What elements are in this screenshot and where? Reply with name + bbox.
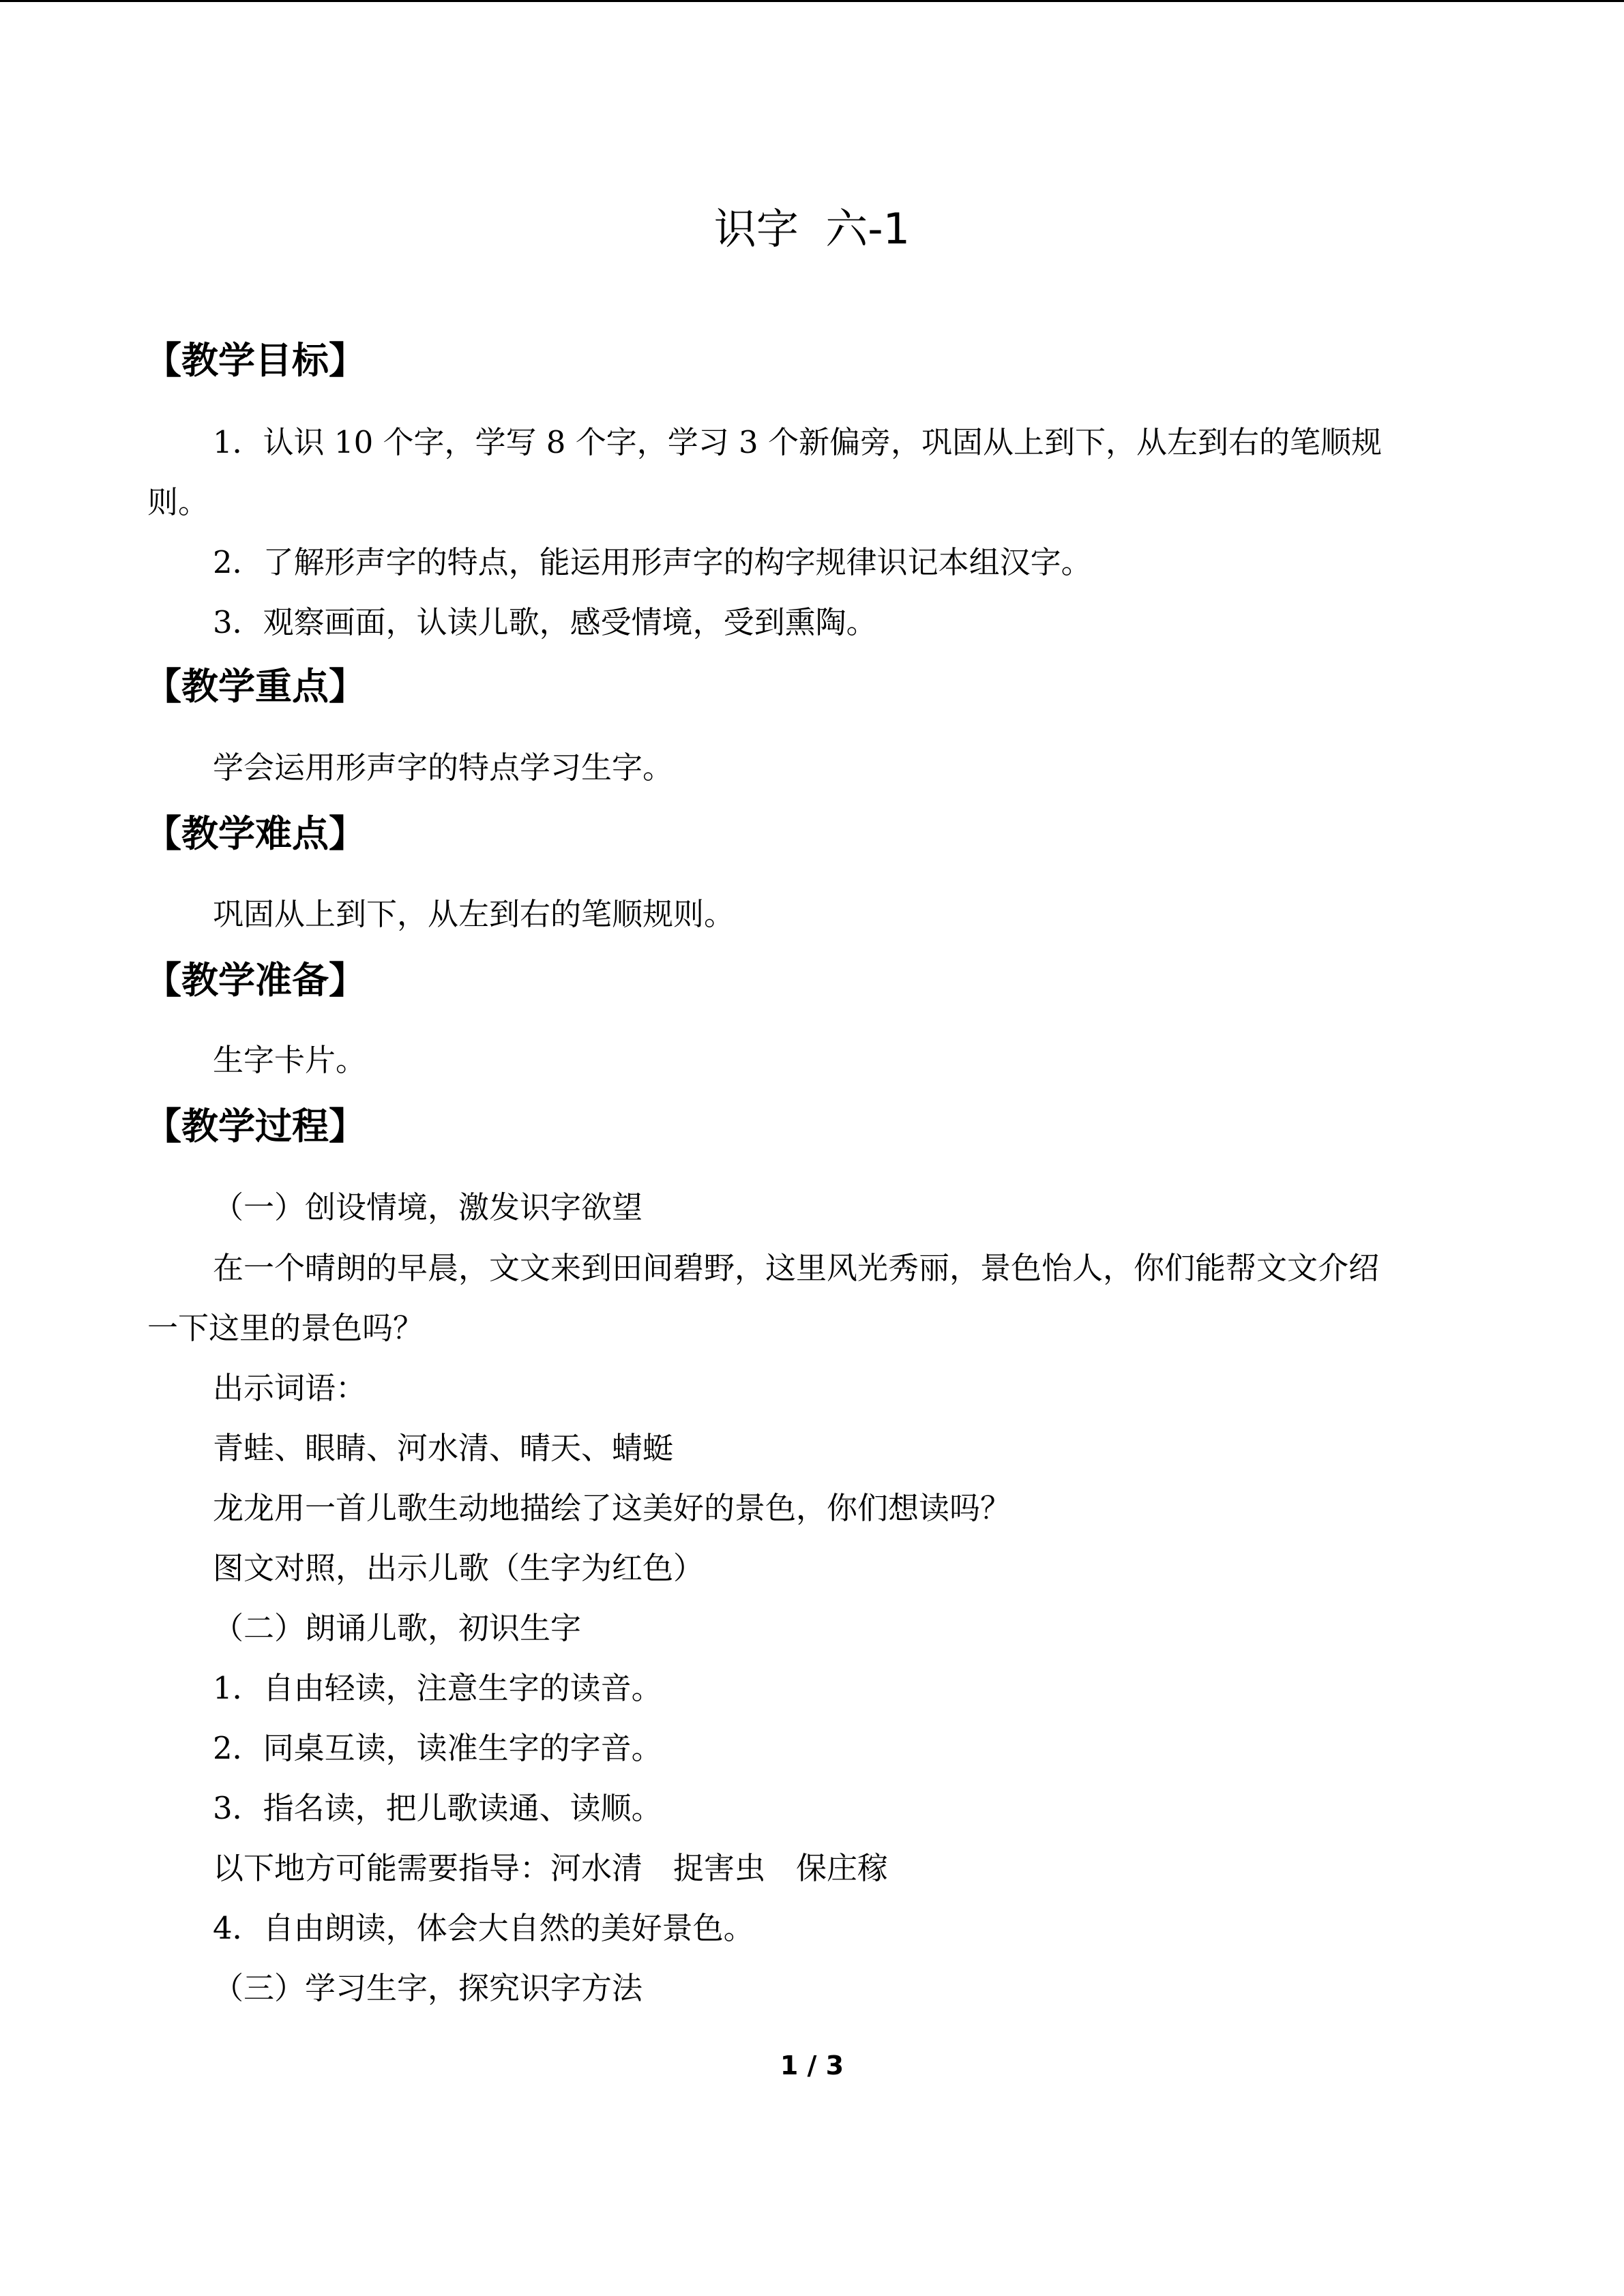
heading-process: 【教学过程】	[145, 1105, 366, 1148]
heading-objectives: 【教学目标】	[145, 339, 366, 382]
process-line: 2．同桌互读，读准生字的字音。	[213, 1730, 662, 1766]
process-line: （一）创设情境，激发识字欲望	[213, 1189, 643, 1225]
process-line: 1．自由轻读，注意生字的读音。	[213, 1670, 662, 1706]
process-line: 以下地方可能需要指导：河水清 捉害虫 保庄稼	[213, 1850, 889, 1886]
objective-item-3: 3．观察画面，认读儿歌，感受情境，受到熏陶。	[213, 604, 877, 640]
process-line: 青蛙、眼睛、河水清、晴天、蜻蜓	[213, 1430, 674, 1466]
process-line: 龙龙用一首儿歌生动地描绘了这美好的景色，你们想读吗？	[213, 1490, 1012, 1526]
process-line: 一下这里的景色吗？	[147, 1310, 424, 1346]
objective-item-1-continued: 则。	[147, 484, 209, 520]
objective-item-2: 2．了解形声字的特点，能运用形声字的构字规律识记本组汉字。	[213, 544, 1092, 580]
process-line: （三）学习生字，探究识字方法	[213, 1970, 643, 2006]
process-line: （二）朗诵儿歌，初识生字	[213, 1610, 582, 1646]
page-number: 1 / 3	[780, 2051, 844, 2081]
key-points-text: 学会运用形声字的特点学习生字。	[213, 749, 674, 786]
process-line: 图文对照，出示儿歌（生字为红色）	[213, 1550, 705, 1586]
process-line: 出示词语：	[213, 1370, 367, 1406]
difficulties-text: 巩固从上到下，从左到右的笔顺规则。	[213, 896, 735, 932]
process-line: 3．指名读，把儿歌读通、读顺。	[213, 1790, 662, 1826]
objective-item-1: 1．认识 10 个字，学写 8 个字，学习 3 个新偏旁，巩固从上到下，从左到右的笔顺规	[213, 424, 1382, 460]
heading-key-points: 【教学重点】	[145, 665, 366, 708]
page-title: 识字 六-1	[713, 204, 911, 254]
process-line: 在一个晴朗的早晨，文文来到田间碧野，这里风光秀丽，景色怡人，你们能帮文文介绍	[213, 1250, 1380, 1286]
heading-difficulties: 【教学难点】	[145, 812, 366, 855]
process-line: 4．自由朗读，体会大自然的美好景色。	[213, 1910, 754, 1946]
preparation-text: 生字卡片。	[213, 1042, 367, 1078]
heading-preparation: 【教学准备】	[145, 959, 366, 1002]
